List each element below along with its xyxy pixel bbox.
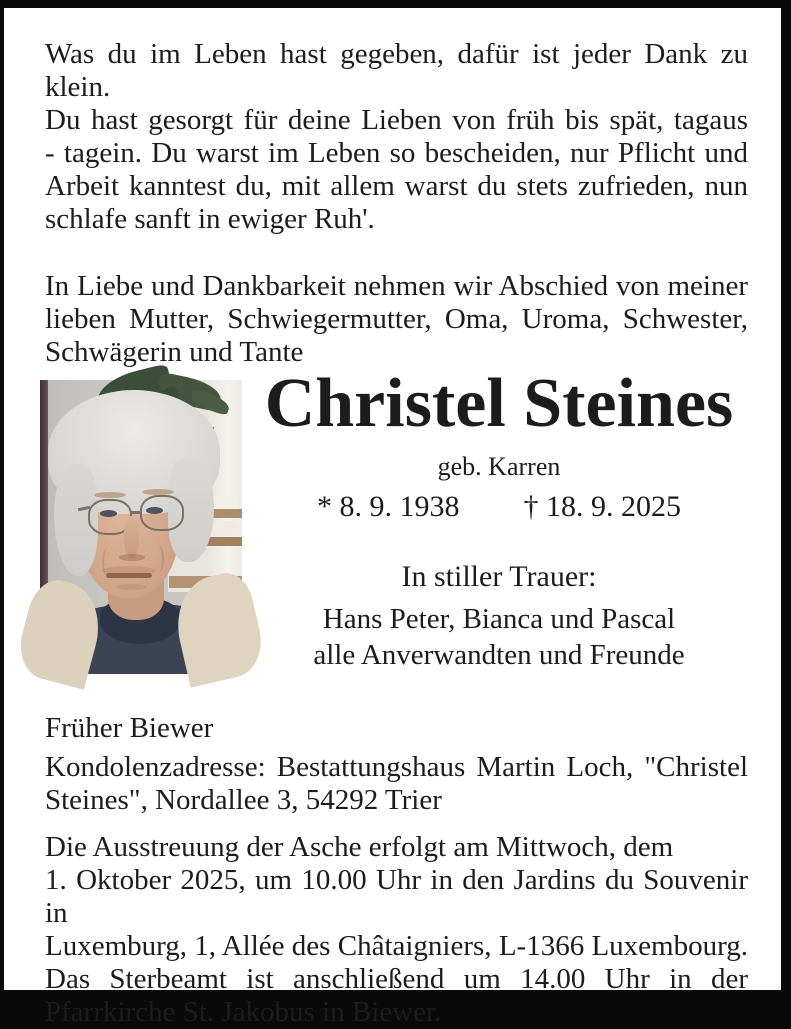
mourner-line: alle Anverwandten und Freunde — [313, 639, 685, 671]
text-line: schlafe sanft in ewiger Ruh'. — [45, 203, 375, 235]
text-line: Pfarrkirche St. Jakobus in Biewer. — [45, 996, 442, 1028]
former-residence: Früher Biewer — [45, 712, 214, 744]
photo-nose-shadow — [119, 554, 145, 561]
birth-star-symbol: * — [317, 490, 332, 523]
text-line: Steines", Nordallee 3, 54292 Trier — [45, 784, 442, 816]
photo-eyebrow — [94, 492, 126, 498]
text-line: 1. Oktober 2025, um 10.00 Uhr in den Jardins du Souvenir in — [45, 864, 748, 929]
mourning-heading: In stiller Trauer: — [401, 560, 597, 593]
life-dates — [250, 490, 748, 524]
glasses-lens-right — [140, 495, 184, 531]
mourner-line: Hans Peter, Bianca und Pascal — [322, 603, 676, 635]
text-line: Luxemburg, 1, Allée des Châtaigniers, L-1366 Luxembourg. — [45, 930, 748, 962]
death-date-value: 18. 9. 2025 — [546, 490, 681, 523]
text-line: In Liebe und Dankbarkeit nehmen wir Abschied von meiner — [45, 270, 748, 302]
birth-date-value: 8. 9. 1938 — [339, 490, 460, 523]
photo-nose — [124, 516, 139, 558]
text-line: Schwägerin und Tante — [45, 336, 304, 368]
photo-mouth — [106, 573, 152, 578]
portrait-photo — [40, 380, 242, 668]
birth-date — [317, 490, 460, 524]
text-line: Was du im Leben hast gegeben, dafür ist jeder Dank zu klein. — [45, 38, 748, 103]
poem-text — [45, 38, 748, 236]
ceremony-details — [45, 864, 748, 1029]
obituary-card — [4, 8, 781, 1028]
photo-chin-shadow — [116, 584, 146, 590]
text-line: Kondolenzadresse: Bestattungshaus Martin Loch, "Christel — [45, 751, 748, 783]
ceremony-intro-line: Die Ausstreuung der Asche erfolgt am Mittwoch, dem — [45, 831, 674, 863]
glasses-bridge — [130, 511, 142, 514]
text-line: Das Sterbeamt ist anschließend um 14.00 Uhr in der — [45, 963, 748, 995]
text-line: Du hast gesorgt für deine Lieben von früh bis spät, tagaus — [45, 104, 748, 136]
maiden-name: geb. Karren — [437, 452, 561, 481]
deceased-name: Christel Steines — [264, 365, 734, 442]
photo-and-name-row — [45, 365, 748, 672]
text-line: - tagein. Du warst im Leben so bescheiden, nur Pflicht und — [45, 137, 748, 169]
name-column — [250, 365, 748, 672]
death-cross-symbol: † — [523, 490, 539, 523]
text-line: Arbeit kanntest du, mit allem warst du stets zufrieden, nun — [45, 170, 748, 202]
intro-text — [45, 270, 748, 369]
text-line: lieben Mutter, Schwiegermutter, Oma, Uroma, Schwester, — [45, 303, 748, 335]
condolence-address — [45, 751, 748, 817]
death-date — [524, 490, 682, 524]
